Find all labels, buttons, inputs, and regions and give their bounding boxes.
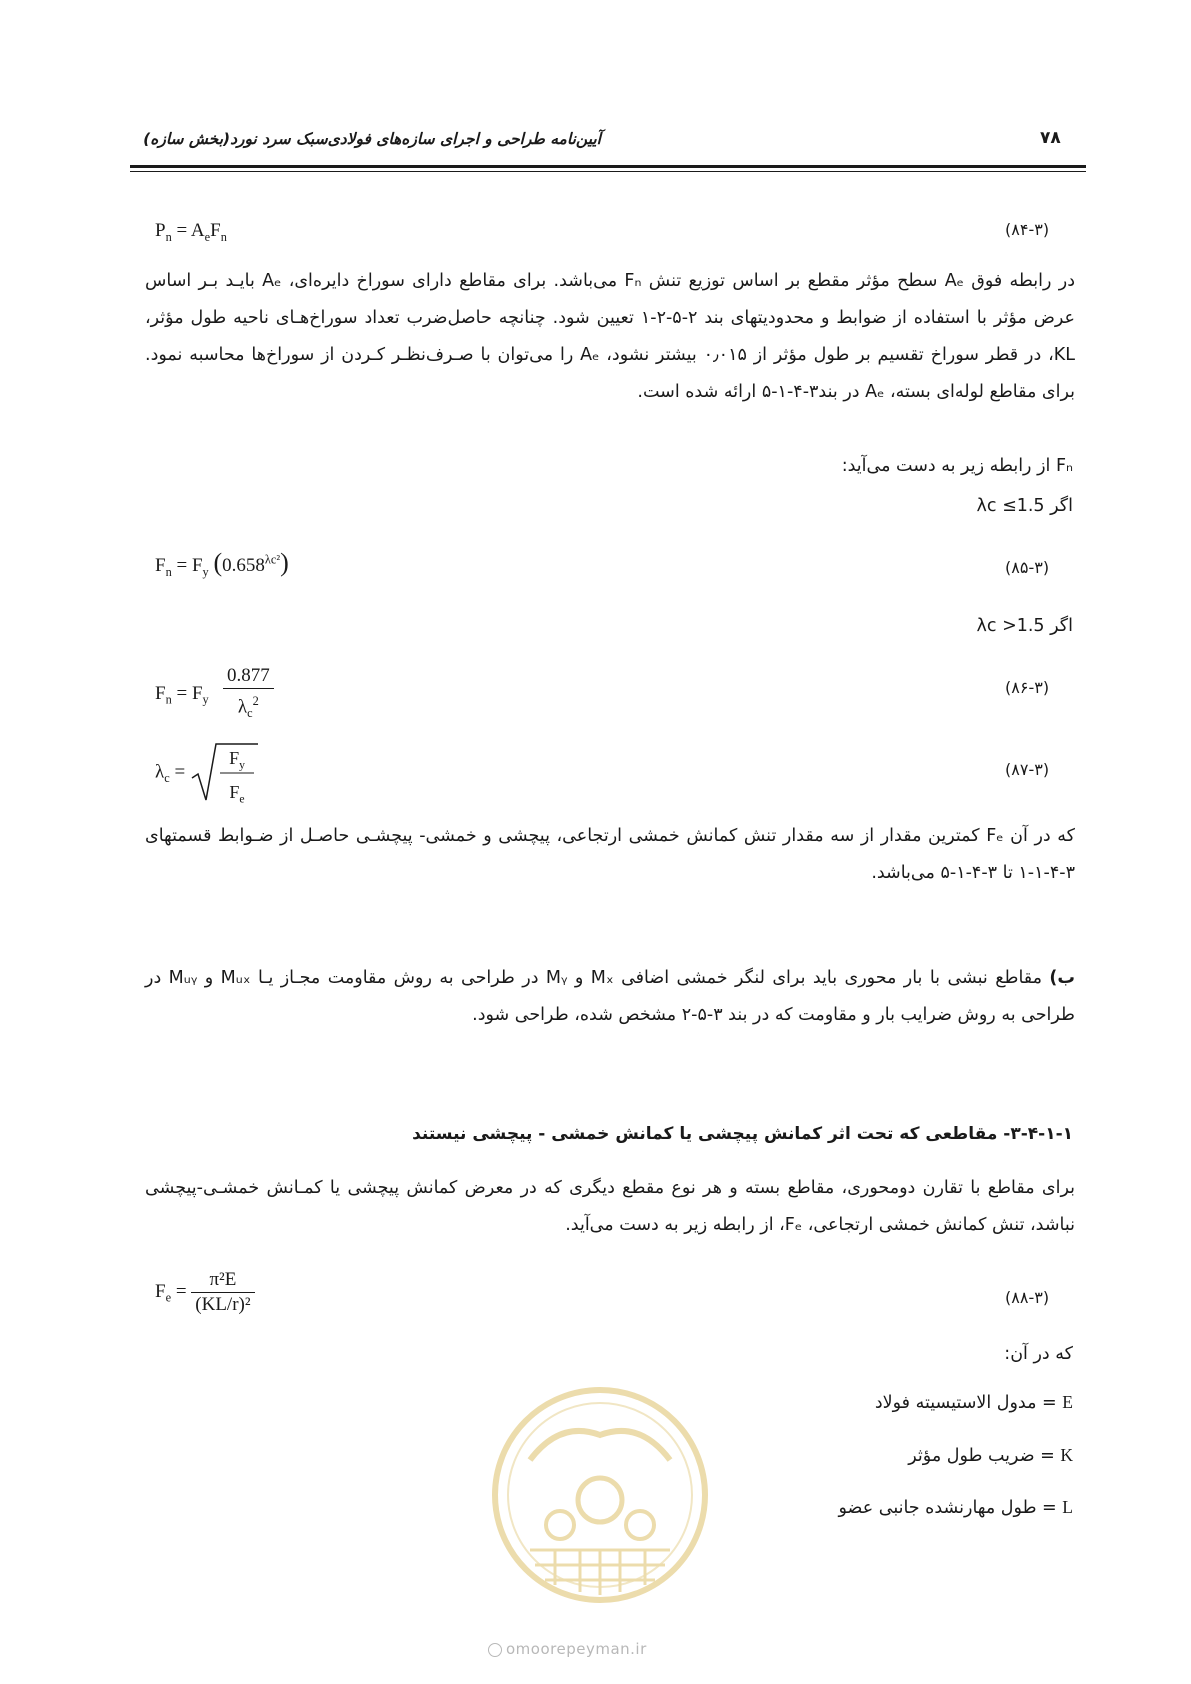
- globe-icon: [488, 1643, 502, 1657]
- equation-84: $P_n = A_eF_n$: [155, 220, 227, 244]
- paragraph-doubly-symmetric: برای مقاطع با تقارن دومحوری، مقاطع بسته و هر نوع مقطع دیگری که در معرض کمانش پیچشی یا کمـانش خمشـی-پیچشی نباشد، تنش کمانش خمشی ارتجاعی، Fₑ، از رابطه زیر به دست می‌آید.: [145, 1178, 1075, 1235]
- running-header-title: آیین‌نامه طراحی و اجرای سازه‌های فولادی‌سبک سرد نورد(بخش سازه): [143, 130, 601, 148]
- equation-86-number: (۸۶-۳): [1005, 678, 1050, 697]
- fn-intro-line: Fₙ از رابطه زیر به دست می‌آید:: [841, 456, 1073, 476]
- equation-85: $F_n = F_y$ $(0.658^{\lambda c^2})$: [155, 548, 289, 579]
- condition-lambda-le: اگر λc ≤1.5: [976, 496, 1073, 516]
- equation-84-number: (۸۴-۳): [1005, 220, 1050, 239]
- equation-88-number: (۸۸-۳): [1005, 1288, 1050, 1307]
- watermark-logo: [490, 1380, 710, 1634]
- equation-87-fraction: $F_y$ $F_e$: [229, 748, 245, 806]
- definition-L: L = طول مهارنشده جانبی عضو: [838, 1497, 1073, 1518]
- definition-E: E = مدول الاستیسیته فولاد: [874, 1392, 1073, 1413]
- condition-lambda-gt: اگر λc >1.5: [976, 616, 1073, 636]
- equation-88: $F_e$ = $\frac{\text{π²E}}{\text{(KL/r)²}}$: [155, 1268, 255, 1317]
- header-rule-thin: [130, 171, 1086, 172]
- paragraph-effective-area: در رابطه فوق Aₑ سطح مؤثر مقطع بر اساس توزیع تنش Fₙ می‌باشد. برای مقاطع دارای سوراخ دایره‌ای، Aₑ بایـد بـر اساس عرض مؤثر با استفاده از ضوابط و محدودیتهای بند ۲-۵-۲-۱ تعیین شود. چنانچه حاصل‌ضرب تعداد سوراخ‌هـای ناحیه طول مؤثر، KL، در قطر سوراخ تقسیم بر طول مؤثر از ۰٫۰۱۵ بیشتر نشود، Aₑ را می‌توان با صـرف‌نظـر کـردن از سوراخ‌ها محاسبه نمود. برای مقاطع لوله‌ای بسته، Aₑ در بند۳-۴-۱-۵ ارائه شده است.: [145, 271, 1075, 402]
- equation-85-number: (۸۵-۳): [1005, 558, 1050, 577]
- header-rule-thick: [130, 165, 1086, 168]
- where-label: که در آن:: [1004, 1344, 1073, 1364]
- equation-86: $F_n = F_y$ $\frac{0.877}{\lambda_c^2}$: [155, 664, 274, 725]
- definition-K: K = ضریب طول مؤثر: [908, 1445, 1073, 1466]
- section-heading: ۳-۴-۱-۱- مقاطعی که تحت اثر کمانش پیچشی یا کمانش خمشی - پیچشی نیستند: [412, 1124, 1073, 1144]
- paragraph-fe-definition: که در آن Fₑ کمترین مقدار از سه مقدار تنش کمانش خمشی ارتجاعی، پیچشی و خمشی- پیچشـی حاصـل از ضـوابط قسمتهای ۳-۴-۱-۱ تا ۳-۴-۱-۵ می‌باشد.: [145, 826, 1076, 883]
- page-number: ۷۸: [1040, 128, 1061, 148]
- equation-87-number: (۸۷-۳): [1005, 760, 1050, 779]
- equation-87: $\lambda_c$ =: [155, 742, 260, 804]
- watermark-url: omoorepeyman.ir: [488, 1640, 647, 1658]
- paragraph-angle-sections: ب) مقاطع نبشی با بار محوری باید برای لنگر خمشی اضافی Mₓ و Mᵧ در طراحی به روش مقاومت مجـاز یـا Mᵤₓ و Mᵤᵧ در طراحی به روش ضرایب بار و مقاومت که در بند ۳-۵-۲ مشخص شده، طراحی شود.: [145, 968, 1075, 1025]
